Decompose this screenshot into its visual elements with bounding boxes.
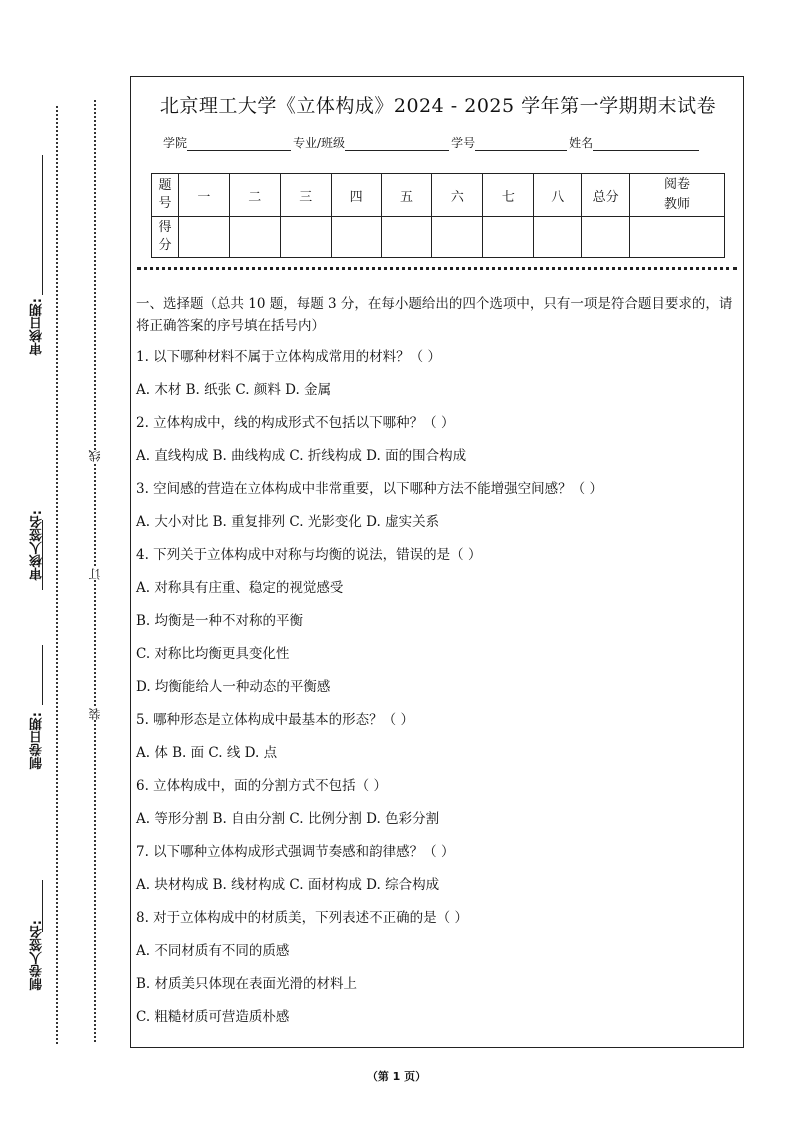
dotted-separator — [137, 267, 737, 270]
page-number: （第 1 页） — [366, 1070, 427, 1083]
college-label: 学院 — [163, 136, 188, 150]
col-8: 八 — [534, 174, 582, 217]
bind-tag-xian: 线 — [88, 450, 102, 462]
option-line: B. 材质美只体现在表面光滑的材料上 — [136, 976, 358, 992]
student-id-label: 学号 — [451, 136, 476, 150]
section-choice — [136, 293, 736, 1039]
question-no-label: 题号 — [152, 174, 179, 217]
col-1: 一 — [178, 174, 229, 217]
score-cell[interactable] — [280, 217, 331, 258]
name-field[interactable] — [593, 136, 699, 151]
score-cell[interactable] — [582, 217, 630, 258]
option-line: A. 块材构成 B. 线材构成 C. 面材构成 D. 综合构成 — [136, 877, 440, 893]
question-line: 8. 对于立体构成中的材质美，下列表述不正确的是（ ） — [136, 910, 468, 926]
name-label: 姓名 — [569, 136, 594, 150]
student-info-row — [163, 134, 701, 151]
outer-dotted-line — [56, 106, 58, 1044]
score-cell[interactable] — [178, 217, 229, 258]
option-line: C. 对称比均衡更具变化性 — [136, 646, 290, 662]
score-cell[interactable] — [483, 217, 534, 258]
score-cell[interactable] — [229, 217, 280, 258]
score-header-row — [152, 174, 725, 217]
question-line: 3. 空间感的营造在立体构成中非常重要，以下哪种方法不能增强空间感？（ ） — [136, 481, 603, 497]
option-line: C. 粗糙材质可营造质朴感 — [136, 1009, 290, 1025]
sign-underline-2 — [42, 645, 43, 705]
score-row — [152, 217, 725, 258]
maker-sign-label: 制卷人签名: — [30, 920, 45, 991]
bind-tag-ding: 订 — [88, 568, 102, 580]
exam-frame — [130, 76, 744, 1048]
major-class-field[interactable] — [345, 136, 449, 151]
score-cell[interactable] — [432, 217, 483, 258]
option-line: A. 不同材质有不同的质感 — [136, 943, 290, 959]
review-date-label: 审核日期: — [30, 298, 45, 356]
col-4: 四 — [331, 174, 381, 217]
score-label: 得分 — [152, 217, 179, 258]
option-line: A. 等形分割 B. 自由分割 C. 比例分割 D. 色彩分割 — [136, 811, 440, 827]
question-line: 5. 哪种形态是立体构成中最基本的形态？（ ） — [136, 712, 414, 728]
question-line: 2. 立体构成中，线的构成形式不包括以下哪种？（ ） — [136, 415, 455, 431]
option-line: B. 均衡是一种不对称的平衡 — [136, 613, 304, 629]
option-line: A. 木材 B. 纸张 C. 颜料 D. 金属 — [136, 382, 332, 398]
bind-tag-zhuang: 装 — [88, 708, 102, 720]
question-line: 7. 以下哪种立体构成形式强调节奏感和韵律感？（ ） — [136, 844, 455, 860]
grader-cell[interactable] — [630, 217, 725, 258]
option-line: A. 对称具有庄重、稳定的视觉感受 — [136, 580, 344, 596]
question-list — [136, 346, 736, 1039]
score-table — [151, 173, 725, 258]
question-line: 1. 以下哪种材料不属于立体构成常用的材料？（ ） — [136, 349, 441, 365]
option-line: A. 大小对比 B. 重复排列 C. 光影变化 D. 虚实关系 — [136, 514, 440, 530]
student-id-field[interactable] — [475, 136, 567, 151]
col-5: 五 — [381, 174, 432, 217]
question-line: 4. 下列关于立体构成中对称与均衡的说法，错误的是（ ） — [136, 547, 482, 563]
col-grader: 阅卷教师 — [630, 174, 725, 217]
college-field[interactable] — [187, 136, 291, 151]
col-total: 总分 — [582, 174, 630, 217]
option-line: A. 体 B. 面 C. 线 D. 点 — [136, 745, 278, 761]
col-2: 二 — [229, 174, 280, 217]
question-line: 6. 立体构成中，面的分割方式不包括（ ） — [136, 778, 387, 794]
review-sign-label: 审核人签名: — [30, 510, 45, 581]
col-3: 三 — [280, 174, 331, 217]
score-cell[interactable] — [331, 217, 381, 258]
sign-underline-4 — [42, 155, 43, 295]
col-6: 六 — [432, 174, 483, 217]
maker-date-label: 制卷日期: — [30, 712, 45, 770]
major-class-label: 专业/班级 — [293, 136, 346, 150]
section-intro: 一、选择题（总共 10 题，每题 3 分，在每小题给出的四个选项中，只有一项是符合题目要求的，请将正确答案的序号填在括号内） — [136, 296, 733, 334]
option-line: D. 均衡能给人一种动态的平衡感 — [136, 679, 331, 695]
option-line: A. 直线构成 B. 曲线构成 C. 折线构成 D. 面的围合构成 — [136, 448, 467, 464]
col-7: 七 — [483, 174, 534, 217]
exam-title: 北京理工大学《立体构成》2024 - 2025 学年第一学期期末试卷 — [159, 95, 717, 117]
score-cell[interactable] — [381, 217, 432, 258]
score-cell[interactable] — [534, 217, 582, 258]
